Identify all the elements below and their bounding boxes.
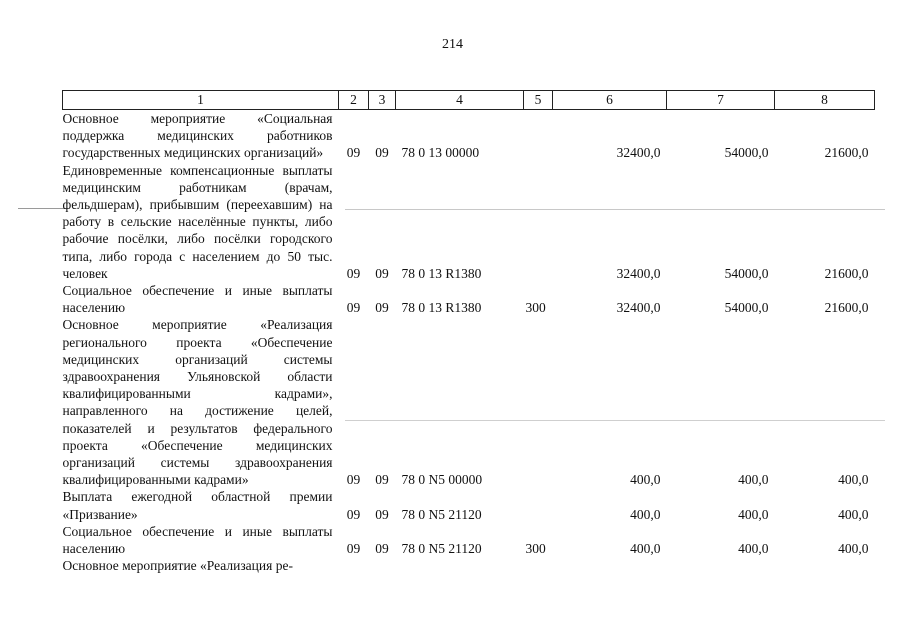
row-amount-col8	[775, 557, 875, 574]
row-section: 09	[346, 300, 361, 316]
row-section: 09	[346, 541, 361, 557]
table-row	[63, 110, 875, 162]
row-description: Единовременные компенсационные выплаты медицинским работникам (врачам, фельдшерам), прибывшим (переехавшим) на работу в сельские населённые пункты, либо рабочие посёлки, либо посёлки городского типа, либо города с населением до 50 тыс. человек	[62, 162, 333, 281]
table-row	[63, 282, 875, 316]
row-section: 09	[346, 145, 361, 161]
row-subsection: 09	[375, 472, 389, 488]
row-amount-col7: 54000,0	[724, 300, 769, 316]
row-amount-col6: 400,0	[630, 506, 661, 522]
row-description: Основное мероприятие «Реализация регионального проекта «Обеспечение медицинских организаций системы здравоохранения Ульяновской области квалифицированными кадрами», направленного на достижение целей, показателей и результатов федерального проекта «Обеспечение медицинских организаций системы здравоохранения квалифицированными кадрами»	[62, 317, 333, 488]
row-expense-type	[524, 316, 553, 488]
row-target-article: 78 0 N5 21120	[401, 541, 482, 557]
row-section	[339, 557, 369, 574]
row-description: Социальное обеспечение и иные выплаты населению	[62, 283, 333, 316]
row-expense-type: 300	[525, 300, 546, 316]
table-row	[63, 523, 875, 557]
row-expense-type	[524, 162, 553, 282]
header-col-4: 4	[396, 91, 524, 110]
table-row	[63, 488, 875, 522]
row-subsection: 09	[375, 265, 389, 281]
row-amount-col7: 400,0	[738, 506, 769, 522]
row-expense-type	[524, 110, 553, 162]
row-target-article: 78 0 N5 00000	[401, 472, 483, 488]
row-amount-col8: 400,0	[838, 472, 869, 488]
header-row	[63, 91, 875, 110]
row-amount-col7: 54000,0	[724, 265, 769, 281]
row-amount-col8: 21600,0	[824, 300, 869, 316]
row-target-article: 78 0 13 R1380	[401, 265, 482, 281]
header-col-2: 2	[339, 91, 369, 110]
row-expense-type: 300	[525, 541, 546, 557]
row-description: Основное мероприятие «Социальная поддержка медицинских работников государственных медицинских организаций»	[62, 111, 333, 161]
row-description: Основное мероприятие «Реализация ре-	[62, 558, 293, 574]
row-target-article	[396, 557, 524, 574]
row-amount-col8: 400,0	[838, 506, 869, 522]
row-amount-col7: 400,0	[738, 541, 769, 557]
row-section: 09	[346, 472, 361, 488]
header-col-5: 5	[524, 91, 553, 110]
row-amount-col8: 400,0	[838, 541, 869, 557]
budget-table	[62, 90, 875, 574]
row-amount-col6: 32400,0	[616, 300, 661, 316]
row-subsection: 09	[375, 300, 389, 316]
row-target-article: 78 0 N5 21120	[401, 506, 482, 522]
row-description: Выплата ежегодной областной премии «Призвание»	[62, 489, 333, 522]
row-subsection: 09	[375, 145, 389, 161]
row-amount-col7: 400,0	[738, 472, 769, 488]
row-subsection	[369, 557, 396, 574]
header-col-6: 6	[553, 91, 667, 110]
row-expense-type	[524, 557, 553, 574]
table-row	[63, 557, 875, 574]
row-section: 09	[346, 506, 361, 522]
scan-artifact	[18, 208, 68, 209]
row-target-article: 78 0 13 00000	[401, 145, 480, 161]
row-amount-col6: 32400,0	[616, 145, 661, 161]
row-expense-type	[524, 488, 553, 522]
header-col-8: 8	[775, 91, 875, 110]
row-amount-col6: 400,0	[630, 472, 661, 488]
row-subsection: 09	[375, 506, 389, 522]
row-target-article: 78 0 13 R1380	[401, 300, 482, 316]
row-amount-col6: 32400,0	[616, 265, 661, 281]
page-number: 214	[442, 37, 463, 52]
row-amount-col6: 400,0	[630, 541, 661, 557]
header-col-1: 1	[63, 91, 339, 110]
row-section: 09	[346, 265, 361, 281]
row-amount-col7	[667, 557, 775, 574]
header-col-3: 3	[369, 91, 396, 110]
row-amount-col8: 21600,0	[824, 145, 869, 161]
table-row	[63, 162, 875, 282]
header-col-7: 7	[667, 91, 775, 110]
row-description: Социальное обеспечение и иные выплаты населению	[62, 523, 333, 557]
row-amount-col6	[553, 557, 667, 574]
table-row	[63, 316, 875, 488]
row-subsection: 09	[375, 541, 389, 557]
row-amount-col8: 21600,0	[824, 265, 869, 281]
row-amount-col7: 54000,0	[724, 145, 769, 161]
